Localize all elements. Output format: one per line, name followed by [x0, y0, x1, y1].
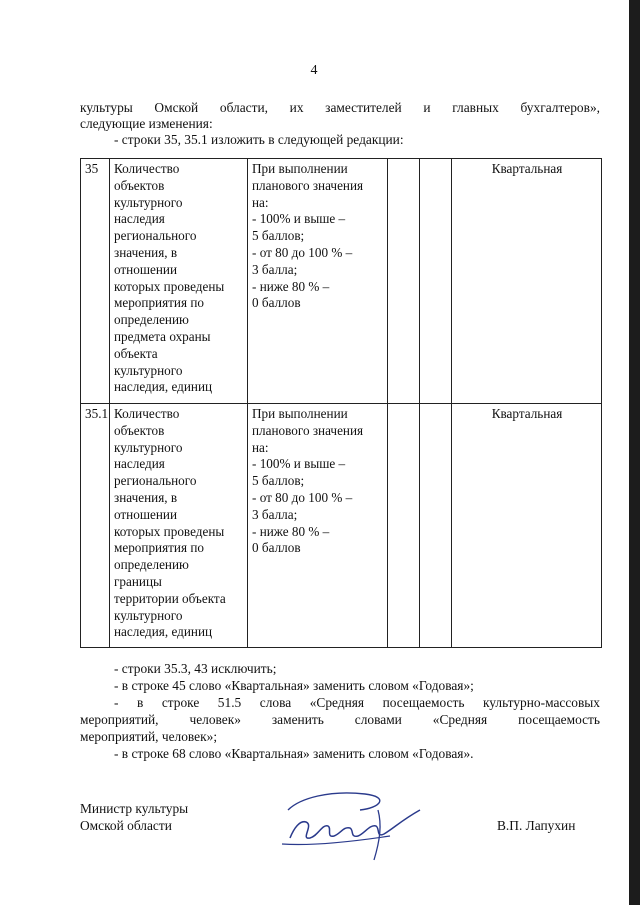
row-number-cell: 35 [81, 159, 110, 404]
indicator-name-line: значения, в [114, 244, 178, 260]
handwritten-signature [270, 780, 440, 865]
indicator-name-line: наследия, единиц [114, 379, 213, 395]
indicator-name-line: которых проведены [114, 523, 225, 539]
intro-line-3: - строки 35, 35.1 изложить в следующей редакции: [114, 132, 404, 147]
criteria-line: 3 балла; [252, 261, 298, 277]
position-line-1: Министр культуры [80, 801, 189, 816]
criteria-line: - от 80 до 100 % – [252, 489, 353, 505]
criteria-line: - ниже 80 % – [252, 278, 330, 294]
change-item-1: - строки 35.3, 43 исключить; [114, 661, 277, 676]
indicator-name-line: Количество [114, 406, 180, 421]
intro-line-1: культуры Омской области, их заместителей и главных бухгалтеров», [80, 100, 600, 115]
indicators-table [80, 158, 602, 648]
indicators-table-body [81, 159, 602, 648]
table-row [81, 159, 602, 404]
signatory-position [80, 800, 188, 834]
change-item-3-line-3: мероприятий, человек»; [80, 729, 218, 744]
indicator-name-line: объектов [114, 177, 165, 193]
indicator-name-line: отношении [114, 506, 178, 522]
indicator-name-cell [110, 159, 248, 404]
position-line-2: Омской области [80, 818, 172, 833]
empty-cell-1 [388, 404, 420, 648]
changes-list [80, 660, 600, 762]
row-number-cell: 35.1 [81, 404, 110, 648]
indicator-name-line: культурного [114, 362, 183, 378]
indicator-name-line: культурного [114, 607, 183, 623]
criteria-line: планового значения [252, 177, 364, 193]
criteria-line: на: [252, 194, 269, 210]
indicator-name-line: значения, в [114, 489, 178, 505]
indicator-name-cell [110, 404, 248, 648]
indicator-name-line: культурного [114, 439, 183, 455]
evaluation-criteria-cell [248, 404, 388, 648]
change-item-4: - в строке 68 слово «Квартальная» заменить словом «Годовая». [114, 746, 474, 761]
indicator-name-line: определению [114, 312, 189, 328]
indicator-name-line: Количество [114, 161, 180, 176]
criteria-line: 0 баллов [252, 295, 301, 311]
indicator-name-line: определению [114, 557, 189, 573]
indicator-name-line: объекта [114, 345, 158, 361]
signatory-name: В.П. Лапухин [497, 818, 576, 833]
empty-cell-2 [420, 404, 452, 648]
indicator-name-line: объектов [114, 422, 165, 438]
indicator-name-line: наследия [114, 211, 165, 227]
evaluation-criteria-cell [248, 159, 388, 404]
empty-cell-1 [388, 159, 420, 404]
criteria-line: 5 баллов; [252, 228, 305, 244]
indicator-name-line: наследия, единиц [114, 624, 213, 640]
change-item-2: - в строке 45 слово «Квартальная» заменить словом «Годовая»; [114, 678, 474, 693]
indicator-name-line: отношении [114, 261, 178, 277]
intro-paragraph [80, 100, 600, 148]
criteria-line: 0 баллов [252, 540, 301, 556]
indicator-name-line: мероприятия по [114, 295, 204, 311]
criteria-line: При выполнении [252, 406, 348, 421]
page-number: 4 [310, 63, 318, 78]
intro-line-2: следующие изменения: [80, 116, 213, 131]
indicator-name-line: культурного [114, 194, 183, 210]
indicator-name-line: мероприятия по [114, 540, 204, 556]
periodicity-cell: Квартальная [452, 404, 602, 648]
criteria-line: - 100% и выше – [252, 211, 346, 227]
indicator-name-line: границы [114, 573, 162, 589]
indicator-name-line: которых проведены [114, 278, 225, 294]
indicator-name-line: регионального [114, 228, 197, 244]
criteria-line: планового значения [252, 422, 364, 438]
criteria-line: - ниже 80 % – [252, 523, 330, 539]
criteria-line: 3 балла; [252, 506, 298, 522]
indicator-name-line: наследия [114, 456, 165, 472]
criteria-line: - от 80 до 100 % – [252, 244, 353, 260]
criteria-line: 5 баллов; [252, 473, 305, 489]
change-item-3-line-2: мероприятий, человек» заменить словами «Средняя посещаемость [80, 712, 600, 727]
table-row [81, 404, 602, 648]
scan-edge-strip [629, 0, 640, 905]
criteria-line: - 100% и выше – [252, 456, 346, 472]
criteria-line: на: [252, 439, 269, 455]
empty-cell-2 [420, 159, 452, 404]
criteria-line: При выполнении [252, 161, 348, 176]
change-item-3-line-1: - в строке 51.5 слова «Средняя посещаемость культурно-массовых [114, 695, 600, 710]
indicator-name-line: регионального [114, 473, 197, 489]
indicator-name-line: предмета охраны [114, 328, 211, 344]
indicator-name-line: территории объекта [114, 590, 226, 606]
periodicity-cell: Квартальная [452, 159, 602, 404]
